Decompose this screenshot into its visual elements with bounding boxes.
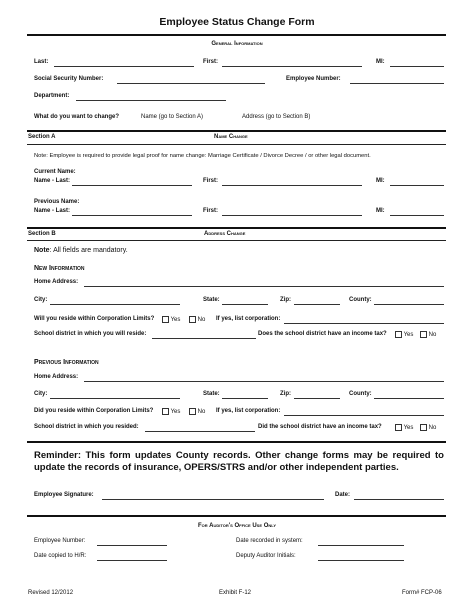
prev-state-label: State: [203, 391, 220, 397]
prev-home-address-field[interactable] [84, 381, 444, 382]
mi-field[interactable] [390, 66, 444, 67]
last-field[interactable] [54, 66, 194, 67]
section-b-note [34, 247, 128, 254]
first-label: First: [203, 59, 218, 65]
ssn-field[interactable] [117, 83, 265, 84]
prev-school-tax-yes-label: Yes [403, 425, 414, 432]
general-heading: General Information [211, 41, 263, 47]
form-title: Employee Status Change Form [159, 16, 315, 28]
ssn-label: Social Security Number: [34, 76, 104, 82]
new-school-tax-no-checkbox[interactable] [420, 331, 427, 338]
option-address[interactable]: Address (go to Section B) [242, 114, 311, 120]
divider-section-a-sub [27, 144, 446, 145]
section-a-label: Section A [28, 134, 56, 140]
prev-school-tax-label: Did the school district have an income tax? [258, 424, 382, 430]
new-school-tax-label: Does the school district have an income tax? [258, 331, 387, 337]
new-county-label: County: [349, 297, 372, 303]
new-school-tax-yes[interactable] [393, 331, 413, 338]
prev-school-tax-no[interactable] [418, 424, 436, 431]
current-last-field[interactable] [72, 185, 192, 186]
previous-name-label: Previous Name: [34, 199, 80, 205]
current-name-label: Current Name: [34, 169, 76, 175]
footer-form-number: Form# FCP-06 [402, 590, 442, 596]
prev-school-tax-yes[interactable] [393, 424, 413, 431]
signature-date-label: Date: [335, 492, 351, 498]
note-text: : All fields are mandatory. [49, 247, 128, 254]
new-reside-yes-checkbox[interactable] [162, 316, 169, 323]
what-change-label: What do you want to change? [34, 114, 119, 120]
new-school-tax-yes-checkbox[interactable] [395, 331, 402, 338]
section-b-label: Section B [28, 231, 56, 237]
prev-city-field[interactable] [50, 398, 180, 399]
current-mi-label: MI: [376, 178, 385, 184]
new-state-label: State: [203, 297, 220, 303]
prev-corporation-label: If yes, list corporation: [216, 408, 281, 414]
new-reside-no[interactable] [187, 316, 205, 323]
prev-school-tax-no-label: No [428, 425, 437, 432]
new-state-field[interactable] [222, 304, 268, 305]
new-county-field[interactable] [374, 304, 444, 305]
new-reside-yes[interactable] [160, 316, 180, 323]
date-copied-label: Date copied to H/R: [34, 553, 87, 559]
current-mi-field[interactable] [390, 185, 444, 186]
prev-school-tax-yes-checkbox[interactable] [395, 424, 402, 431]
prev-school-district-label: School district in which you resided: [34, 424, 139, 430]
section-a-note: Note: Employee is required to provide legal proof for name change: Marriage Certificate / Divorce Decree / or other legal document. [34, 153, 371, 159]
new-school-district-field[interactable] [152, 338, 256, 339]
employee-number-field[interactable] [350, 83, 444, 84]
new-school-district-label: School district in which you will reside: [34, 331, 147, 337]
current-name-last-label: Name - Last: [34, 178, 71, 184]
prev-school-tax-no-checkbox[interactable] [420, 424, 427, 431]
prev-school-district-field[interactable] [145, 431, 255, 432]
new-zip-label: Zip: [280, 297, 291, 303]
employee-number-label: Employee Number: [286, 76, 341, 82]
divider-section-b-sub [27, 240, 446, 241]
footer-revised: Revised 12/2012 [28, 590, 74, 596]
prev-reside-no-label: No [197, 409, 206, 416]
previous-information-heading: Previous Information [34, 359, 99, 366]
prev-reside-limits-label: Did you reside within Corporation Limits? [34, 408, 154, 414]
new-home-address-label: Home Address: [34, 279, 79, 285]
prev-city-label: City: [34, 391, 48, 397]
current-first-label: First: [203, 178, 218, 184]
prev-county-field[interactable] [374, 398, 444, 399]
auditor-employee-number-label: Employee Number: [34, 538, 86, 544]
prev-corporation-field[interactable] [284, 415, 444, 416]
prev-home-address-label: Home Address: [34, 374, 79, 380]
new-reside-yes-label: Yes [170, 317, 181, 324]
auditor-employee-number-field[interactable] [97, 545, 167, 546]
employee-signature-label: Employee Signature: [34, 492, 94, 498]
previous-mi-label: MI: [376, 208, 385, 214]
previous-name-last-label: Name - Last: [34, 208, 71, 214]
department-label: Department: [34, 93, 70, 99]
deputy-initials-field[interactable] [318, 560, 404, 561]
divider-auditor [27, 515, 446, 517]
prev-zip-label: Zip: [280, 391, 291, 397]
new-reside-no-label: No [197, 317, 206, 324]
divider-section-b [27, 227, 446, 229]
new-corporation-field[interactable] [284, 323, 444, 324]
date-recorded-label: Date recorded in system: [236, 538, 303, 544]
date-copied-field[interactable] [97, 560, 167, 561]
department-field[interactable] [76, 100, 226, 101]
last-label: Last: [34, 59, 49, 65]
new-school-tax-no-label: No [428, 332, 437, 339]
new-city-field[interactable] [50, 304, 180, 305]
new-reside-no-checkbox[interactable] [189, 316, 196, 323]
previous-last-field[interactable] [72, 215, 192, 216]
current-first-field[interactable] [222, 185, 362, 186]
prev-reside-yes-label: Yes [170, 409, 181, 416]
prev-reside-no-checkbox[interactable] [189, 408, 196, 415]
prev-reside-yes-checkbox[interactable] [162, 408, 169, 415]
signature-date-field[interactable] [354, 499, 444, 500]
previous-first-label: First: [203, 208, 218, 214]
address-change-heading: Address Change [204, 231, 246, 237]
previous-mi-field[interactable] [390, 215, 444, 216]
new-school-tax-no[interactable] [418, 331, 436, 338]
note-label: Note [34, 247, 50, 254]
reminder-text: Reminder: This form updates County records. Other change forms may be required to update the records of insurance, OPERS/STRS and/or other independent parties. [34, 450, 444, 473]
new-home-address-field[interactable] [84, 286, 444, 287]
employee-signature-field[interactable] [102, 499, 324, 500]
previous-first-field[interactable] [222, 215, 362, 216]
prev-reside-no[interactable] [187, 408, 205, 415]
prev-reside-yes[interactable] [160, 408, 180, 415]
new-reside-limits-label: Will you reside within Corporation Limits? [34, 316, 155, 322]
new-city-label: City: [34, 297, 48, 303]
new-school-tax-yes-label: Yes [403, 332, 414, 339]
option-name[interactable]: Name (go to Section A) [141, 114, 204, 120]
prev-state-field[interactable] [222, 398, 268, 399]
deputy-initials-label: Deputy Auditor Initials: [236, 553, 296, 559]
name-change-heading: Name Change [214, 134, 248, 140]
auditor-heading: For Auditor's Office Use Only [198, 523, 276, 529]
divider-top [27, 34, 446, 36]
new-zip-field[interactable] [294, 304, 340, 305]
new-information-heading: New Information [34, 265, 85, 272]
footer-exhibit: Exhibit F-12 [219, 590, 252, 596]
divider-reminder [27, 441, 446, 443]
prev-zip-field[interactable] [294, 398, 340, 399]
prev-county-label: County: [349, 391, 372, 397]
date-recorded-field[interactable] [318, 545, 404, 546]
mi-label: MI: [376, 59, 385, 65]
first-field[interactable] [222, 66, 362, 67]
divider-section-a [27, 130, 446, 132]
new-corporation-label: If yes, list corporation: [216, 316, 281, 322]
